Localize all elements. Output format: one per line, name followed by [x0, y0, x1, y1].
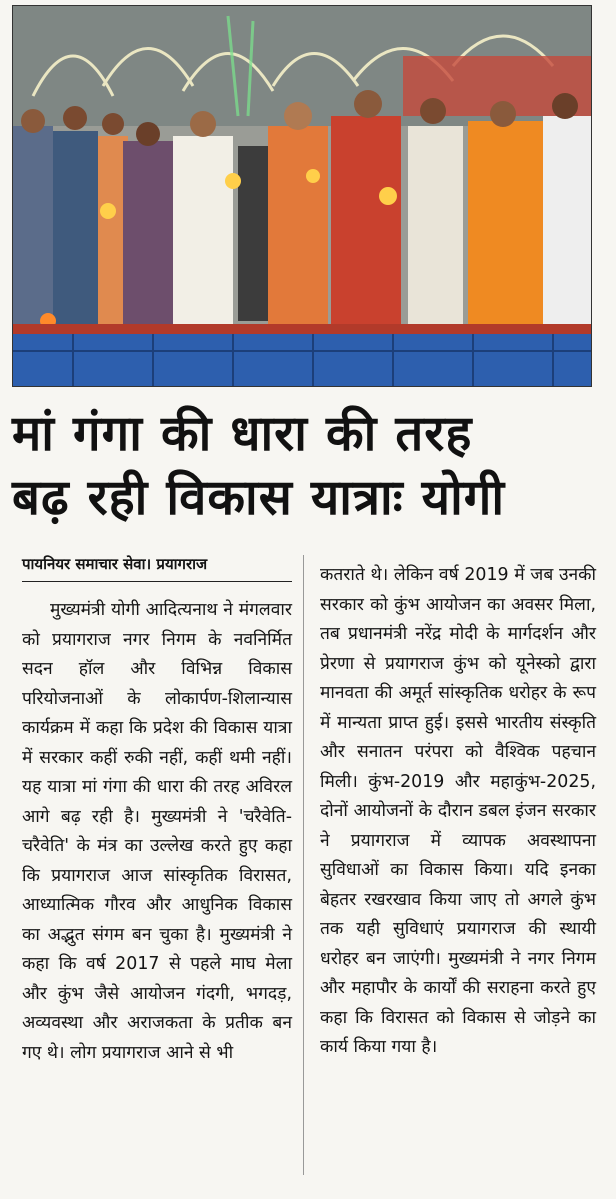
- headline-line-2: बढ़ रही विकास यात्राः योगी: [12, 469, 506, 526]
- column-divider: [303, 555, 304, 1175]
- headline: [12, 402, 602, 530]
- news-photo: [12, 5, 592, 387]
- aarti-ceremony-illustration: [13, 6, 591, 386]
- byline: पायनियर समाचार सेवा। प्रयागराज: [22, 553, 292, 582]
- article-column-right: [320, 561, 596, 1063]
- article-column-left: [22, 553, 292, 1068]
- article-text-right: कतराते थे। लेकिन वर्ष 2019 में जब उनकी सरकार को कुंभ आयोजन का अवसर मिला, तब प्रधानमंत्री नरेंद्र मोदी के मार्गदर्शन और प्रेरणा से प्रयागराज कुंभ को यूनेस्को द्वारा मानवता की अमूर्त सांस्कृतिक धरोहर के रूप में मान्यता प्राप्त हुई। इससे भारतीय संस्कृति और सनातन परंपरा को वैश्विक पहचान मिली। कुंभ-2019 और महाकुंभ-2025, दोनों आयोजनों के दौरान डबल इंजन सरकार ने प्रयागराज में व्यापक अवस्थापना सुविधाओं का विकास किया। यदि इनका बेहतर रखरखाव किया जाए तो अगले कुंभ तक यही सुविधाएं प्रयागराज की स्थायी धरोहर बन जाएंगी। मुख्यमंत्री ने नगर निगम और महापौर के कार्यों की सराहना करते हुए कहा कि विरासत को विकास से जोड़ने का कार्य किया गया है।: [320, 565, 596, 1057]
- headline-line-1: मां गंगा की धारा की तरह: [12, 405, 473, 462]
- stage: [13, 331, 591, 386]
- article-text-left: मुख्यमंत्री योगी आदित्यनाथ ने मंगलवार को प्रयागराज नगर निगम के नवनिर्मित सदन हॉल और विभिन्न विकास परियोजनाओं के लोकार्पण-शिलान्यास कार्यक्रम में कहा कि प्रदेश की विकास यात्रा में सरकार कहीं रुकी नहीं, कहीं थमी नहीं। यह यात्रा मां गंगा की धारा की तरह अविरल आगे बढ़ रही है। मुख्यमंत्री ने 'चरैवेति-चरैवेति' के मंत्र का उल्लेख करते हुए कहा कि प्रयागराज आज सांस्कृतिक विरासत, आध्यात्मिक गौरव और आधुनिक विकास का अद्भुत संगम बन चुका है। मुख्यमंत्री ने कहा कि वर्ष 2017 से पहले माघ मेला और कुंभ जैसे आयोजन गंदगी, भगदड़, अव्यवस्था और अराजकता के प्रतीक बन गए थे। लोग प्रयागराज आने से भी: [22, 600, 292, 1063]
